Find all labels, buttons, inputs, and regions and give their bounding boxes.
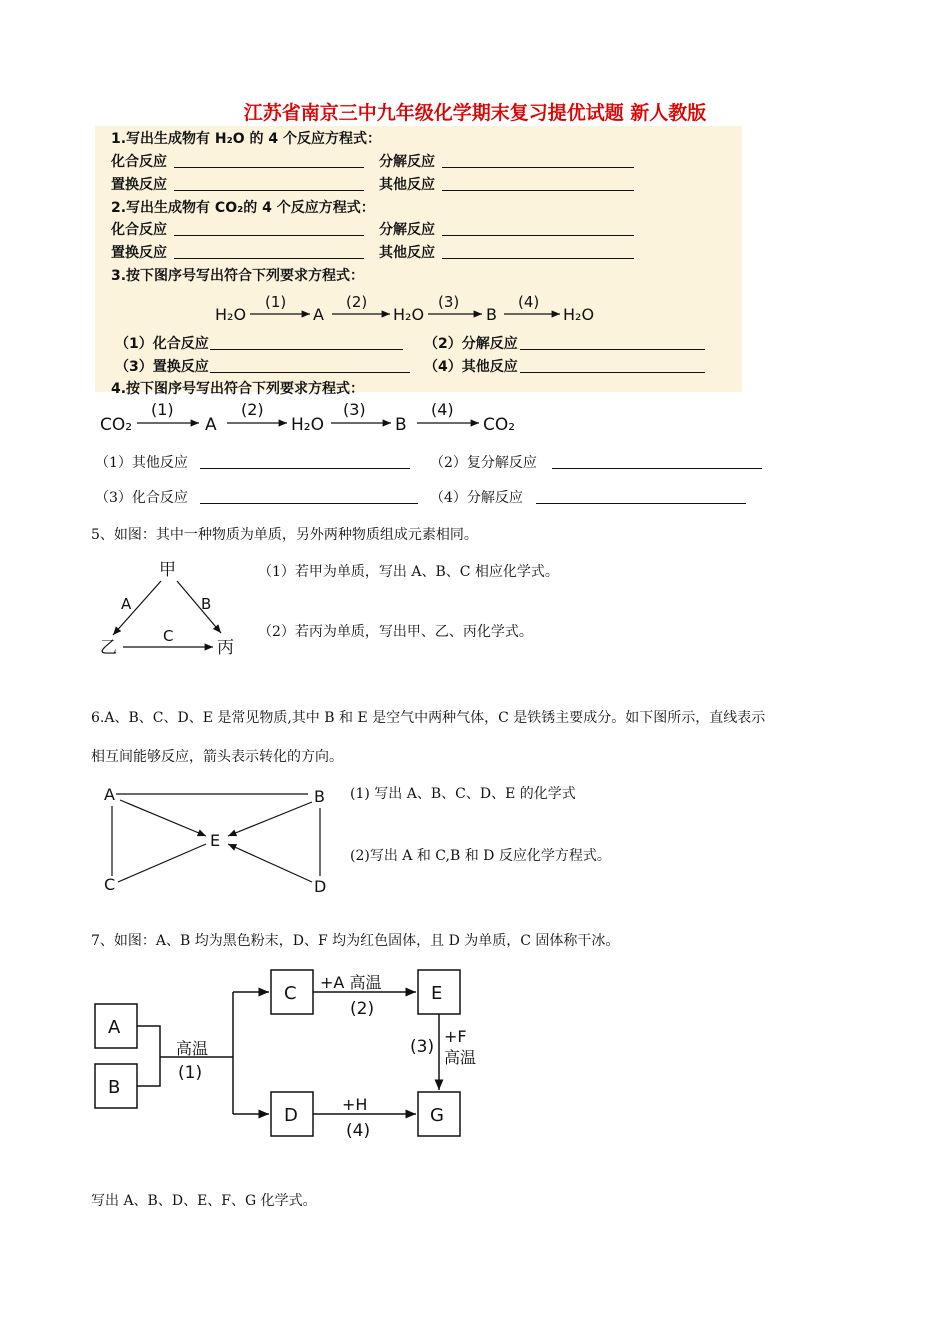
q4-label-2: （2）复分解反应 [430,455,537,471]
q3-step-label: (2) [346,293,368,311]
q5-node-bing: 丙 [217,638,234,658]
q3-prompt: 3.按下图序号写出符合下列要求方程式： [111,268,365,284]
q4-answer-line-2[interactable] [552,468,762,469]
q1-label-combination: 化合反应 [111,154,167,170]
q2-answer-line-1[interactable] [174,235,364,236]
q3-label-1: （1）化合反应 [115,336,209,352]
q3-label-4: （4）其他反应 [424,359,518,375]
q4-chain-item: B [395,415,407,435]
q6-node-d: D [314,877,327,896]
q3-answer-line-4[interactable] [520,372,705,373]
q7-label-c: C [284,983,297,1004]
q6-sub2: (2)写出 A 和 C,B 和 D 反应化学方程式。 [350,848,611,864]
q7-prompt: 7、如图：A、B 均为黑色粉末，D、F 均为红色固体，且 D 为单质，C 固体称干冰。 [91,933,620,949]
q4-step-label: (3) [343,400,366,419]
q7-step2: (2) [350,999,375,1019]
q5-node-jia: 甲 [159,560,176,580]
q2-answer-line-3[interactable] [174,258,364,259]
q5-edge-b: B [201,595,212,613]
q1-answer-line-3[interactable] [174,190,364,191]
q1-answer-line-4[interactable] [442,190,634,191]
q4-chain-diagram [95,398,535,438]
q7-flow-diagram [90,962,490,1142]
q2-label-combination: 化合反应 [111,222,167,238]
q7-footer: 写出 A、B、D、E、F、G 化学式。 [91,1193,317,1209]
q2-answer-line-4[interactable] [442,258,634,259]
q6-relation-diagram [98,780,338,900]
q1-answer-line-1[interactable] [174,167,364,168]
q5-triangle-diagram [95,555,255,665]
q4-label-1: （1）其他反应 [95,455,188,471]
q7-label-b: B [108,1077,121,1098]
q6-node-b: B [314,787,325,806]
q2-label-other: 其他反应 [379,245,435,261]
q6-node-a: A [104,785,115,804]
q2-label-decomposition: 分解反应 [379,222,435,238]
q3-chain-item: A [313,305,324,324]
q4-answer-line-4[interactable] [536,503,746,504]
q4-chain-item: CO₂ [483,415,516,435]
q6-node-c: C [104,875,116,894]
q3-label-2: （2）分解反应 [424,336,518,352]
q4-prompt: 4.按下图序号写出符合下列要求方程式： [111,381,365,397]
q1-answer-line-2[interactable] [442,167,634,168]
q4-chain-item: H₂O [291,415,324,435]
q7-step1: (1) [178,1063,203,1083]
q6-prompt-line2: 相互间能够反应，箭头表示转化的方向。 [91,749,343,765]
q7-label-g: G [430,1105,444,1126]
q7-cond1: 高温 [176,1039,209,1058]
q6-prompt-line1: 6.A、B、C、D、E 是常见物质,其中 B 和 E 是空气中两种气体，C 是铁锈主要成分。如下图所示，直线表示 [91,710,766,726]
q4-label-4: （4）分解反应 [430,490,523,506]
q2-label-displacement: 置换反应 [111,245,167,261]
q3-label-3: （3）置换反应 [115,359,209,375]
q6-sub1: (1) 写出 A、B、C、D、E 的化学式 [350,786,576,802]
q5-edge-c: C [163,627,174,645]
page-title: 江苏省南京三中九年级化学期末复习提优试题 新人教版 [243,102,707,124]
q3-answer-line-2[interactable] [520,349,705,350]
q3-answer-line-1[interactable] [210,349,403,350]
q7-cond3a: +F [444,1027,467,1046]
q4-answer-line-3[interactable] [200,503,418,504]
q1-label-other: 其他反应 [379,177,435,193]
q7-cond4: +H [342,1095,368,1114]
q4-chain-item: CO₂ [100,415,133,435]
q7-step4: (4) [346,1121,371,1141]
q6-node-e: E [210,831,221,850]
q1-label-decomposition: 分解反应 [379,154,435,170]
q7-cond3b: 高温 [444,1048,477,1067]
q3-answer-line-3[interactable] [210,372,410,373]
q4-step-label: (1) [151,400,174,419]
q1-prompt: 1.写出生成物有 H₂O 的 4 个反应方程式： [111,131,382,147]
q7-label-e: E [431,983,443,1004]
q3-step-label: (4) [518,293,540,311]
q2-prompt: 2.写出生成物有 CO₂的 4 个反应方程式： [111,200,375,216]
q7-step3: (3) [410,1037,435,1057]
q5-sub2: （2）若丙为单质，写出甲、乙、丙化学式。 [258,624,533,640]
q7-cond2: +A 高温 [320,973,382,992]
q5-node-yi: 乙 [100,638,117,658]
q4-chain-item: A [205,415,217,435]
q5-prompt: 5、如图：其中一种物质为单质，另外两种物质组成元素相同。 [91,527,478,543]
q3-step-label: (1) [265,293,287,311]
q2-answer-line-2[interactable] [442,235,634,236]
q3-chain-diagram [210,290,610,326]
q4-step-label: (2) [241,400,264,419]
q3-chain-item: B [486,305,497,324]
q4-label-3: （3）化合反应 [95,490,188,506]
q7-label-a: A [108,1017,121,1038]
q7-label-d: D [284,1105,298,1126]
q3-step-label: (3) [438,293,460,311]
q1-label-displacement: 置换反应 [111,177,167,193]
q5-sub1: （1）若甲为单质，写出 A、B、C 相应化学式。 [258,564,559,580]
q4-answer-line-1[interactable] [200,468,410,469]
q3-chain-item: H₂O [393,305,425,324]
q5-edge-a: A [121,595,132,613]
q4-step-label: (4) [431,400,454,419]
q3-chain-item: H₂O [563,305,595,324]
q3-chain-item: H₂O [215,305,247,324]
